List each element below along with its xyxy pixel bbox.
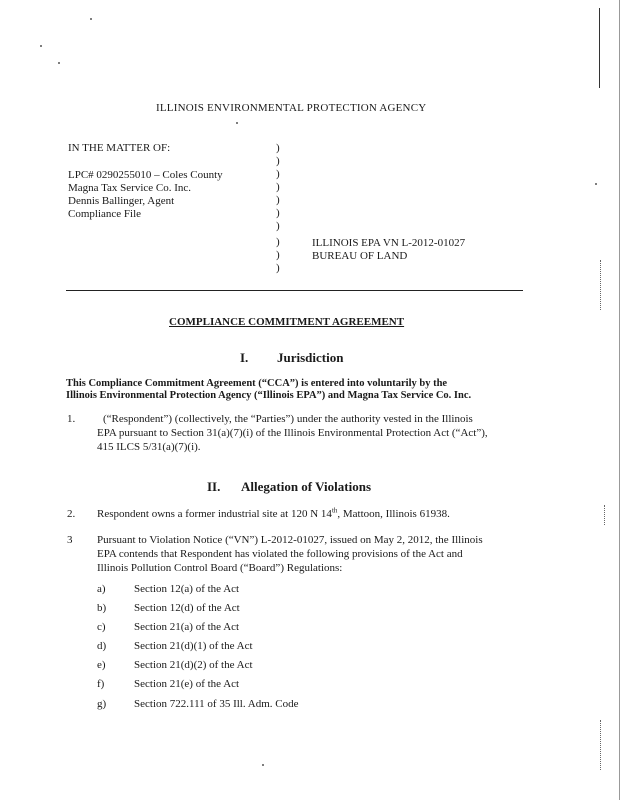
para-2-text-after: , Mattoon, Illinois 61938. [337,508,450,520]
caption-paren: ) [276,155,280,167]
item-text: Section 21(e) of the Act [134,678,240,690]
para-2-number: 2. [67,508,76,520]
item-text: Section 12(a) of the Act [134,583,240,595]
section-2-heading: Allegation of Violations [241,479,372,494]
item-label: b) [97,602,107,614]
section-2-numeral: II. [207,479,221,494]
scan-dots-right-3 [600,720,602,770]
item-text: Section 21(d)(1) of the Act [134,640,253,652]
caption-paren: ) [276,207,280,219]
document-title: COMPLIANCE COMMITMENT AGREEMENT [169,316,405,328]
caption-paren: ) [276,236,280,248]
section-1-heading: Jurisdiction [277,350,344,365]
scan-speck [90,18,92,20]
item-text: Section 21(a) of the Act [134,621,240,633]
item-text: Section 12(d) of the Act [134,602,240,614]
caption-paren: ) [276,220,280,232]
section-1-numeral: I. [240,350,249,365]
para-3-line-3: Illinois Pollution Control Board (“Board”) Regulations: [97,562,343,574]
scan-edge-line [599,8,600,88]
para-3-number: 3 [67,534,73,546]
para-1-line-3: 415 ILCS 5/31(a)(7)(i). [97,441,201,453]
caption-paren: ) [276,194,280,206]
item-label: c) [97,621,106,633]
para-2-text [97,508,450,521]
caption-paren: ) [276,181,280,193]
item-label: g) [97,698,107,710]
para-1-number: 1. [67,413,76,425]
caption-line-file: Compliance File [68,208,142,220]
para-1-line-2: EPA pursuant to Section 31(a)(7)(i) of the Illinois Environmental Protection Act (“Act”), [97,427,488,439]
scan-speck [262,764,264,766]
scan-speck [595,183,597,185]
scan-speck [58,62,60,64]
bureau: BUREAU OF LAND [312,250,408,262]
caption-line-lpc: LPC# 0290255010 – Coles County [68,169,223,181]
para-2-text-before: Respondent owns a former industrial site at 120 N 14 [97,508,332,520]
agency-title: ILLINOIS ENVIRONMENTAL PROTECTION AGENCY [156,102,427,114]
item-text: Section 21(d)(2) of the Act [134,659,253,671]
intro-line-1: This Compliance Commitment Agreement (“CCA”) is entered into voluntarily by the [66,378,448,389]
para-1-line-1: (“Respondent”) (collectively, the “Parties”) under the authority vested in the Illinois [103,413,473,425]
caption-paren: ) [276,249,280,261]
caption-divider [66,290,523,291]
scan-speck [40,45,42,47]
para-3-line-1: Pursuant to Violation Notice (“VN”) L-2012-01027, issued on May 2, 2012, the Illinois [97,534,483,546]
vn-number: ILLINOIS EPA VN L-2012-01027 [312,237,466,249]
para-2-superscript: th [331,506,338,515]
caption-paren: ) [276,142,280,154]
item-text: Section 722.111 of 35 Ill. Adm. Code [134,698,299,710]
item-label: f) [97,678,105,690]
caption-paren: ) [276,168,280,180]
item-label: d) [97,640,107,652]
caption-line-agent: Dennis Ballinger, Agent [68,195,175,207]
intro-line-2: Illinois Environmental Protection Agency (“Illinois EPA”) and Magna Tax Service Co. Inc. [66,390,472,401]
matter-label: IN THE MATTER OF: [68,142,171,154]
para-3-line-2: EPA contends that Respondent has violated the following provisions of the Act and [97,548,463,560]
caption-line-company: Magna Tax Service Co. Inc. [68,182,192,194]
scan-dots-right-1 [600,260,602,310]
item-label: e) [97,659,106,671]
scan-edge-line-right [619,0,620,800]
item-label: a) [97,583,106,595]
scan-speck [236,122,238,124]
caption-paren: ) [276,262,280,274]
scan-dots-right-2 [604,505,606,525]
